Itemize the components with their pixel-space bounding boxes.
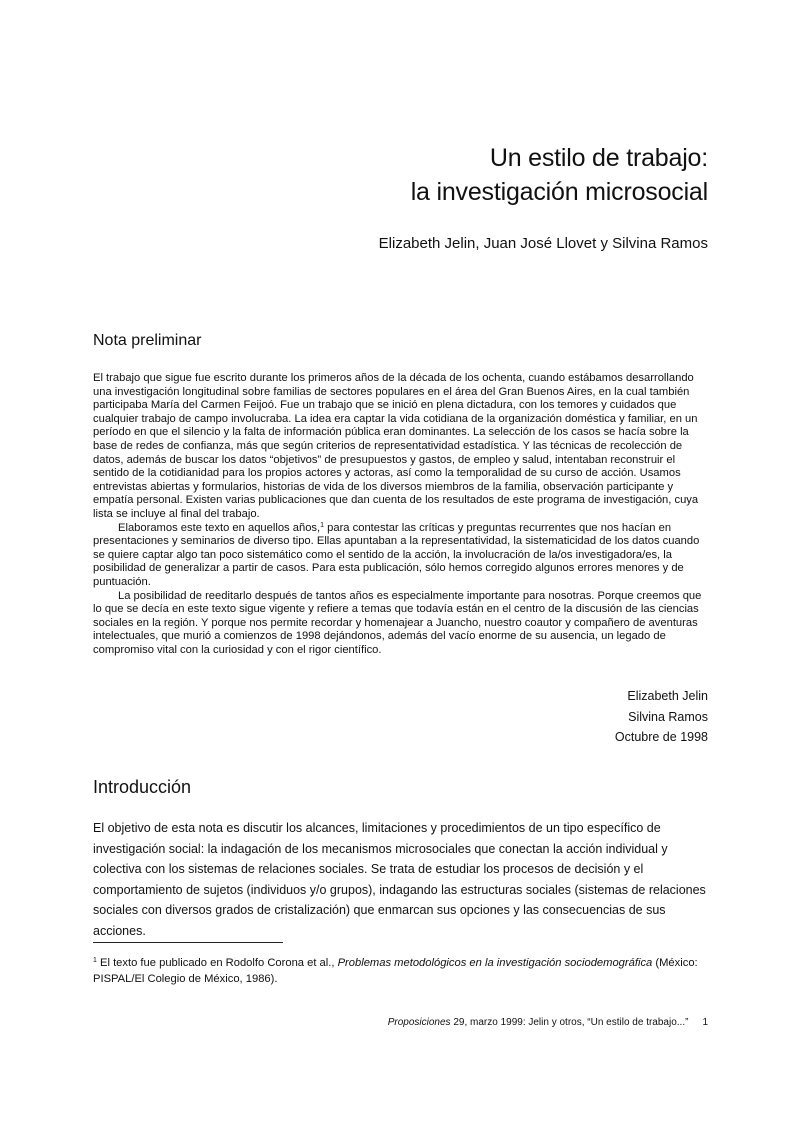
footnote-text-after: (México: PISPAL/El Colegio de México, 1986). bbox=[93, 957, 698, 985]
authors-line: Elizabeth Jelin, Juan José Llovet y Silvina Ramos bbox=[378, 235, 708, 252]
signature-name-2: Silvina Ramos bbox=[628, 709, 708, 724]
intro-paragraph-1: El objetivo de esta nota es discutir los alcances, limitaciones y procedimientos de un tipo específico de investigación social: la indagación de los mecanismos microsociales que conectan la acción individual y colectiva con los sistemas de relaciones sociales. Se trata de estudiar los procesos de decisión y el comportamiento de sujetos (individuos y/o grupos), indagando las estructuras sociales (sistemas de relaciones sociales con diversos grados de cristalización) que enmarcan sus opciones y las consecuencias de sus acciones. bbox=[93, 821, 706, 938]
running-footer-citation: 29, marzo 1999: Jelin y otros, “Un estilo de trabajo...” bbox=[450, 1017, 689, 1028]
introduccion-body bbox=[93, 818, 711, 941]
nota-preliminar-body bbox=[93, 372, 707, 657]
nota-p2-text-before: Elaboramos este texto en aquellos años, bbox=[118, 521, 321, 534]
nota-paragraph-1: El trabajo que sigue fue escrito durante los primeros años de la década de los ochenta, cuando estábamos desarrollando una investigación longitudinal sobre familias de sectores populares en el área del Gran Buenos Aires, en la cual también participaba María del Carmen Feijoó. Fue un trabajo que se inició en plena dictadura, con los temores y cuidados que cualquier trabajo de campo involucraba. La idea era captar la vida cotidiana de la organización doméstica y familiar, en un período en que el silencio y la falta de información pública eran dominantes. La selección de los casos se hacía sobre la base de redes de confianza, más que según criterios de representatividad estadística. Y las técnicas de recolección de datos, además de buscar los datos “objetivos” de presupuestos y gastos, de empleo y salud, intentaban reconstruir el sentido de la cotidianidad para los propios actores y actoras, así como la temporalidad de su curso de acción. Usamos entrevistas abiertas y formularios, historias de vida de los diversos miembros de la familia, observación participante y empatía personal. Existen varias publicaciones que dan cuenta de los resultados de este programa de investigación, cuya lista se incluye al final del trabajo. bbox=[93, 372, 699, 520]
section-heading-introduccion: Introducción bbox=[93, 777, 192, 797]
signature-date: Octubre de 1998 bbox=[614, 730, 708, 744]
page-number: 1 bbox=[702, 1017, 708, 1028]
section-heading-nota: Nota preliminar bbox=[93, 332, 202, 349]
article-title bbox=[411, 141, 708, 209]
title-line-1: Un estilo de trabajo: bbox=[489, 144, 708, 172]
footnote-divider bbox=[93, 942, 283, 943]
footnote-ref-1[interactable]: 1 bbox=[320, 521, 325, 529]
title-line-2: la investigación microsocial bbox=[410, 178, 708, 206]
footnote-1 bbox=[93, 955, 713, 987]
signature-block bbox=[615, 686, 708, 748]
nota-paragraph-3: La posibilidad de reeditarlo después de tantos años es especialmente importante para nosotras. Porque creemos que lo que se decía en este texto sigue vigente y refiere a temas que todavía están en el centro de la discusión de las ciencias sociales en la región. Y porque nos permite recordar y homenajear a Juancho, nuestro coautor y compañero de aventuras intelectuales, que murió a comienzos de 1998 dejándonos, además del vacío enorme de su ausencia, un legado de compromiso vital con la curiosidad y con el rigor científico. bbox=[93, 589, 702, 656]
footnote-text-before: El texto fue publicado en Rodolfo Corona et al., bbox=[96, 957, 338, 969]
nota-p2-text-after: para contestar las críticas y preguntas recurrentes que nos hacían en presentaciones y seminarios de diverso tipo. Ellas apuntaban a la representatividad, la sistematicidad de los datos cuando se quiere captar algo tan poco sistemático como el sentido de la acción, la involucración de la/os investigadora/es, la posibilidad de generalizar a partir de casos. Para esta publicación, sólo hemos corregido algunos errores menores y de puntuación. bbox=[93, 521, 700, 588]
footnote-book-title: Problemas metodológicos en la investigación sociodemográfica bbox=[337, 957, 653, 969]
journal-name: Proposiciones bbox=[387, 1017, 451, 1028]
signature-name-1: Elizabeth Jelin bbox=[627, 689, 708, 703]
running-footer bbox=[388, 1016, 708, 1030]
footnote-number: 1 bbox=[93, 957, 97, 964]
nota-paragraph-2 bbox=[93, 522, 707, 590]
